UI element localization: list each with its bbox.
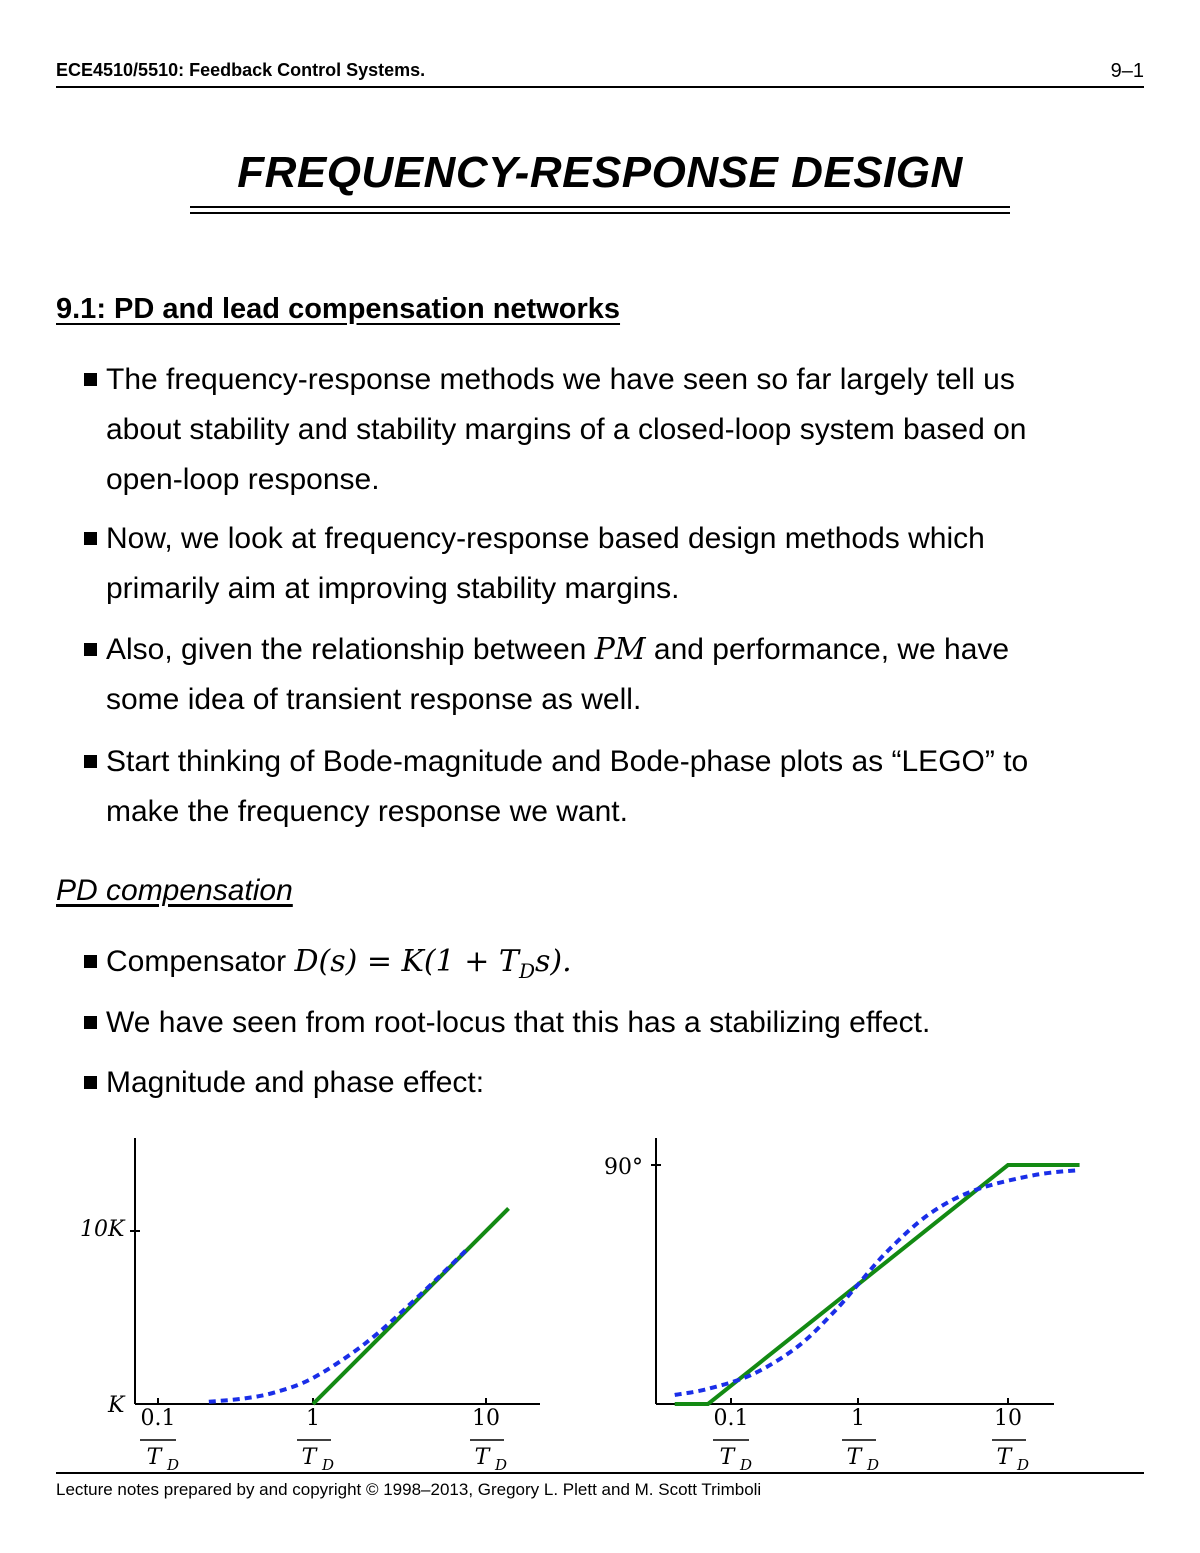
bullet-1-line-3: open-loop response. — [106, 463, 380, 496]
footer-rule — [56, 1472, 1144, 1474]
phase-exact-line — [675, 1170, 1080, 1395]
bullet-1-line-2: about stability and stability margins of a closed-loop system based on — [106, 413, 1027, 446]
page-title: FREQUENCY-RESPONSE DESIGN — [237, 148, 963, 197]
footer-copyright: Lecture notes prepared by and copyright © 1998–2013, Gregory L. Plett and M. Scott Trimboli — [56, 1480, 762, 1499]
phase-xlabel-0 — [713, 1406, 752, 1474]
svg-text:T: T — [996, 1445, 1012, 1470]
mag-xlabel-2 — [470, 1406, 507, 1474]
mag-asymptote-line — [313, 1208, 509, 1404]
svg-text:T: T — [846, 1445, 862, 1470]
phase-series-group — [675, 1165, 1080, 1404]
root-locus-text: We have seen from root-locus that this has a stabilizing effect. — [106, 1006, 931, 1039]
svg-text:0.1: 0.1 — [140, 1406, 176, 1431]
mag-ylabel-10k: 10K — [80, 1217, 125, 1242]
compensator-label: Compensator — [106, 945, 295, 978]
mag-phase-text: Magnitude and phase effect: — [106, 1066, 485, 1099]
bullet-1-line-1: The frequency-response methods we have seen so far largely tell us — [106, 363, 1015, 396]
phase-plot — [604, 1138, 1080, 1404]
svg-text:T: T — [301, 1445, 317, 1470]
svg-text:D: D — [867, 1456, 880, 1474]
svg-text:0.1: 0.1 — [713, 1406, 749, 1431]
svg-text:D: D — [167, 1456, 180, 1474]
svg-text:1: 1 — [306, 1406, 320, 1431]
pm-symbol: PM — [594, 632, 646, 667]
phase-xlabel-2 — [992, 1406, 1029, 1474]
svg-text:D: D — [740, 1456, 753, 1474]
bullet-3-post: and performance, we have — [645, 633, 1010, 666]
bullet-3-line-2: some idea of transient response as well. — [106, 683, 642, 716]
svg-text:D: D — [495, 1456, 508, 1474]
svg-text:D: D — [322, 1456, 335, 1474]
phase-ylabel-90: 90° — [604, 1155, 643, 1180]
svg-text:T: T — [146, 1445, 162, 1470]
section-heading: 9.1: PD and lead compensation networks — [56, 293, 621, 325]
compensator-formula: D(s) = K(1 + T — [294, 944, 519, 979]
compensator-formula-tail: s). — [534, 944, 572, 979]
mag-xlabel-0 — [140, 1406, 179, 1474]
bullet-4-line-2: make the frequency response we want. — [106, 795, 628, 828]
magnitude-plot — [80, 1138, 540, 1418]
phase-xlabel-1 — [842, 1406, 879, 1474]
svg-text:D: D — [1017, 1456, 1030, 1474]
svg-text:T: T — [474, 1445, 490, 1470]
mag-xlabel-1 — [297, 1406, 334, 1474]
svg-text:10: 10 — [994, 1406, 1022, 1431]
svg-text:10: 10 — [472, 1406, 500, 1431]
page-number: 9–1 — [1110, 60, 1144, 82]
mag-series-group — [209, 1208, 509, 1404]
bullet-4-line-1: Start thinking of Bode-magnitude and Bode-phase plots as “LEGO” to — [106, 745, 1029, 778]
bullet-2-line-2: primarily aim at improving stability margins. — [106, 572, 680, 605]
bullet-3-pre: Also, given the relationship between — [106, 633, 595, 666]
svg-text:T: T — [719, 1445, 735, 1470]
bullet-2-line-1: Now, we look at frequency-response based design methods which — [106, 522, 985, 555]
svg-text:1: 1 — [851, 1406, 865, 1431]
mag-ylabel-k: K — [108, 1393, 125, 1418]
compensator-subscript: D — [518, 959, 535, 983]
course-title: ECE4510/5510: Feedback Control Systems. — [56, 60, 426, 80]
subsection-heading: PD compensation — [56, 874, 293, 907]
phase-asymptote-line — [675, 1165, 1080, 1404]
